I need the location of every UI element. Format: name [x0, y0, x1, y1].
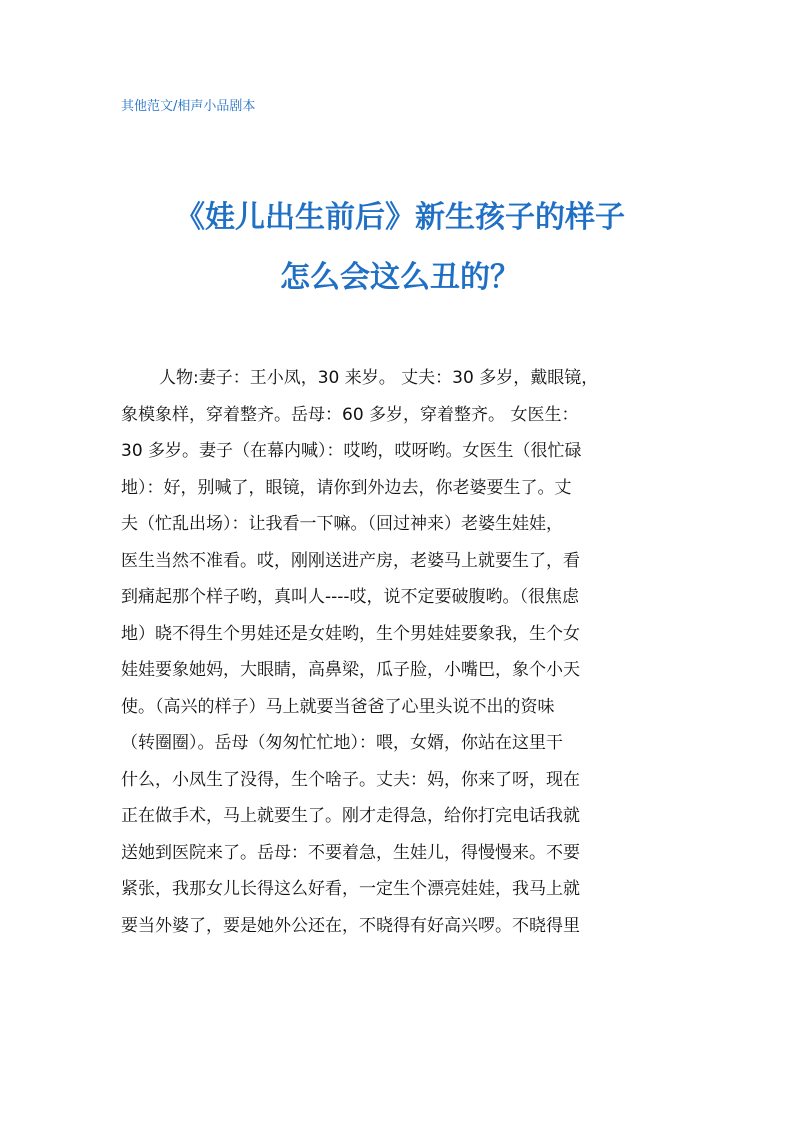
body-line: 医生当然不准看。哎，刚刚送进产房，老婆马上就要生了，看: [121, 550, 580, 571]
breadcrumb[interactable]: 其他范文/相声小品剧本: [121, 99, 256, 114]
title-line-2: 怎么会这么丑的？: [280, 260, 520, 295]
body-line: 30 多岁。妻子（在幕内喊）：哎哟，哎呀哟。女医生（很忙碌: [121, 441, 582, 461]
body-line: 要当外婆了，要是她外公还在，不晓得有好高兴啰。不晓得里: [121, 915, 580, 936]
body-line: 送她到医院来了。岳母：不要着急，生娃儿，得慢慢来。不要: [121, 842, 580, 863]
body-line: 紧张，我那女儿长得这么好看，一定生个漂亮娃娃，我马上就: [121, 879, 580, 899]
page-title: [80, 188, 720, 308]
body-line: 夫（忙乱出场）：让我看一下嘛。（回过神来）老婆生娃娃，: [121, 514, 563, 534]
document-body: [121, 360, 677, 944]
body-line: 象模象样，穿着整齐。岳母：60 多岁，穿着整齐。 女医生：: [121, 404, 579, 425]
body-line: 地）：好，别喊了，眼镜，请你到外边去，你老婆要生了。丈: [121, 477, 572, 498]
body-line: 什么，小凤生了没得，生个啥子。丈夫：妈，你来了呀，现在: [121, 769, 580, 790]
body-line: 到痛起那个样子哟，真叫人----哎，说不定要破腹哟。（很焦虑: [121, 587, 580, 607]
body-line: 使。（高兴的样子）马上就要当爸爸了心里头说不出的资味: [121, 696, 555, 717]
title-line-1: 《娃儿出生前后》新生孩子的样子: [175, 200, 625, 235]
body-line: 人物:妻子：王小凤，30 来岁。 丈夫：30 多岁，戴眼镜，: [159, 368, 599, 388]
body-line: 娃娃要象她妈，大眼睛，高鼻梁，瓜子脸，小嘴巴，象个小天: [121, 660, 580, 680]
body-line: 正在做手术，马上就要生了。刚才走得急，给你打完电话我就: [121, 806, 580, 826]
body-line: 地）晓不得生个男娃还是女娃哟，生个男娃娃要象我，生个女: [121, 623, 580, 644]
body-line: （转圈圈）。岳母（匆匆忙忙地）：喂，女婿，你站在这里干: [121, 733, 563, 753]
